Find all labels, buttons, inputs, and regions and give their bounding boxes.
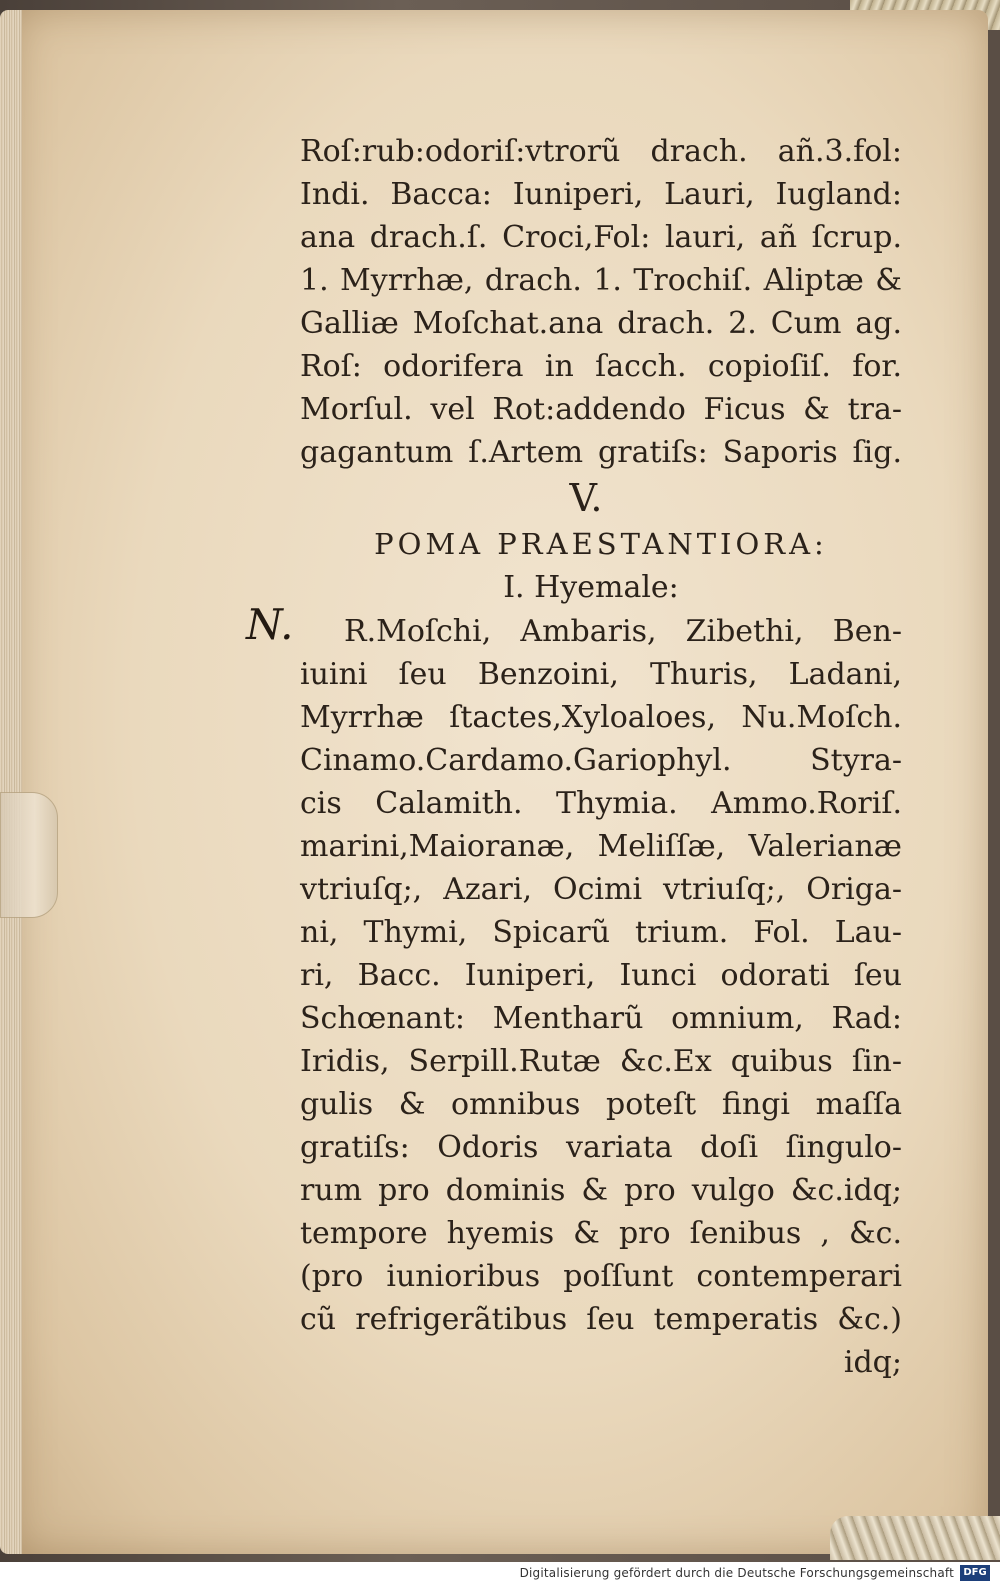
page-text bbox=[300, 130, 902, 1384]
text-line: gratiſs: Odoris variata doſi ſingulo- bbox=[300, 1130, 902, 1165]
dfg-logo: DFG bbox=[960, 1565, 990, 1581]
text-line: gulis & omnibus poteſt fingi maſſa bbox=[300, 1087, 902, 1122]
catchword: idq; bbox=[843, 1345, 902, 1380]
text-line: vtriuſq;, Azari, Ocimi vtriuſq;, Origa- bbox=[300, 872, 902, 907]
marginal-letter: N. bbox=[246, 600, 294, 649]
page-tab-marker bbox=[0, 792, 58, 918]
text-line: tempore hyemis & pro ſenibus , &c. bbox=[300, 1216, 902, 1251]
text-line: Galliæ Moſchat.ana drach. 2. Cum ag. bbox=[300, 306, 902, 341]
section-number: V. bbox=[569, 476, 603, 520]
text-line: Morſul. vel Rot:addendo Ficus & tra- bbox=[300, 392, 902, 427]
text-line: Iridis, Serpill.Rutæ &c.Ex quibus ſin- bbox=[300, 1044, 902, 1079]
text-line: Myrrhæ ſtactes,Xyloaloes, Nu.Moſch. bbox=[300, 700, 902, 735]
text-line: 1. Myrrhæ, drach. 1. Trochiſ. Aliptæ & bbox=[300, 263, 902, 298]
text-line: Cinamo.Cardamo.Gariophyl. Styra- bbox=[300, 743, 902, 778]
text-line: ni, Thymi, Spicarũ trium. Fol. Lau- bbox=[300, 915, 902, 950]
funding-credit: Digitalisierung gefördert durch die Deutsche Forschungsgemeinschaft bbox=[519, 1566, 954, 1580]
section-subheading: I. Hyemale: bbox=[503, 570, 679, 605]
text-line: cũ refrigerãtibus ſeu temperatis &c.) bbox=[300, 1302, 902, 1337]
text-line: R.Moſchi, Ambaris, Zibethi, Ben- bbox=[344, 614, 902, 649]
text-line: rum pro dominis & pro vulgo &c.idq; bbox=[300, 1173, 902, 1208]
text-line: Roſ:rub:odoriſ:vtrorũ drach. añ.3.fol: bbox=[300, 134, 902, 169]
text-line: marini,Maioranæ, Meliſſæ, Valerianæ bbox=[300, 829, 902, 864]
text-line: iuini ſeu Benzoini, Thuris, Ladani, bbox=[300, 657, 902, 692]
text-line: (pro iunioribus poſſunt contemperari bbox=[300, 1259, 902, 1294]
text-line: ri, Bacc. Iuniperi, Iunci odorati ſeu bbox=[300, 958, 902, 993]
text-line: Indi. Bacca: Iuniperi, Lauri, Iugland: bbox=[300, 177, 902, 212]
text-line: Schœnant: Mentharũ omnium, Rad: bbox=[300, 1001, 902, 1036]
text-line: Roſ: odorifera in ſacch. copioſiſ. for. bbox=[300, 349, 902, 384]
bottom-ribbon-decoration bbox=[830, 1516, 1000, 1560]
text-line: cis Calamith. Thymia. Ammo.Roriſ. bbox=[300, 786, 902, 821]
page-edges bbox=[0, 10, 22, 1554]
text-line: gagantum ſ.Artem gratiſs: Saporis ſig. bbox=[300, 435, 902, 470]
text-line: ana drach.ſ. Croci,Fol: lauri, añ ſcrup. bbox=[300, 220, 902, 255]
section-heading: POMA PRAESTANTIORA: bbox=[374, 527, 828, 561]
